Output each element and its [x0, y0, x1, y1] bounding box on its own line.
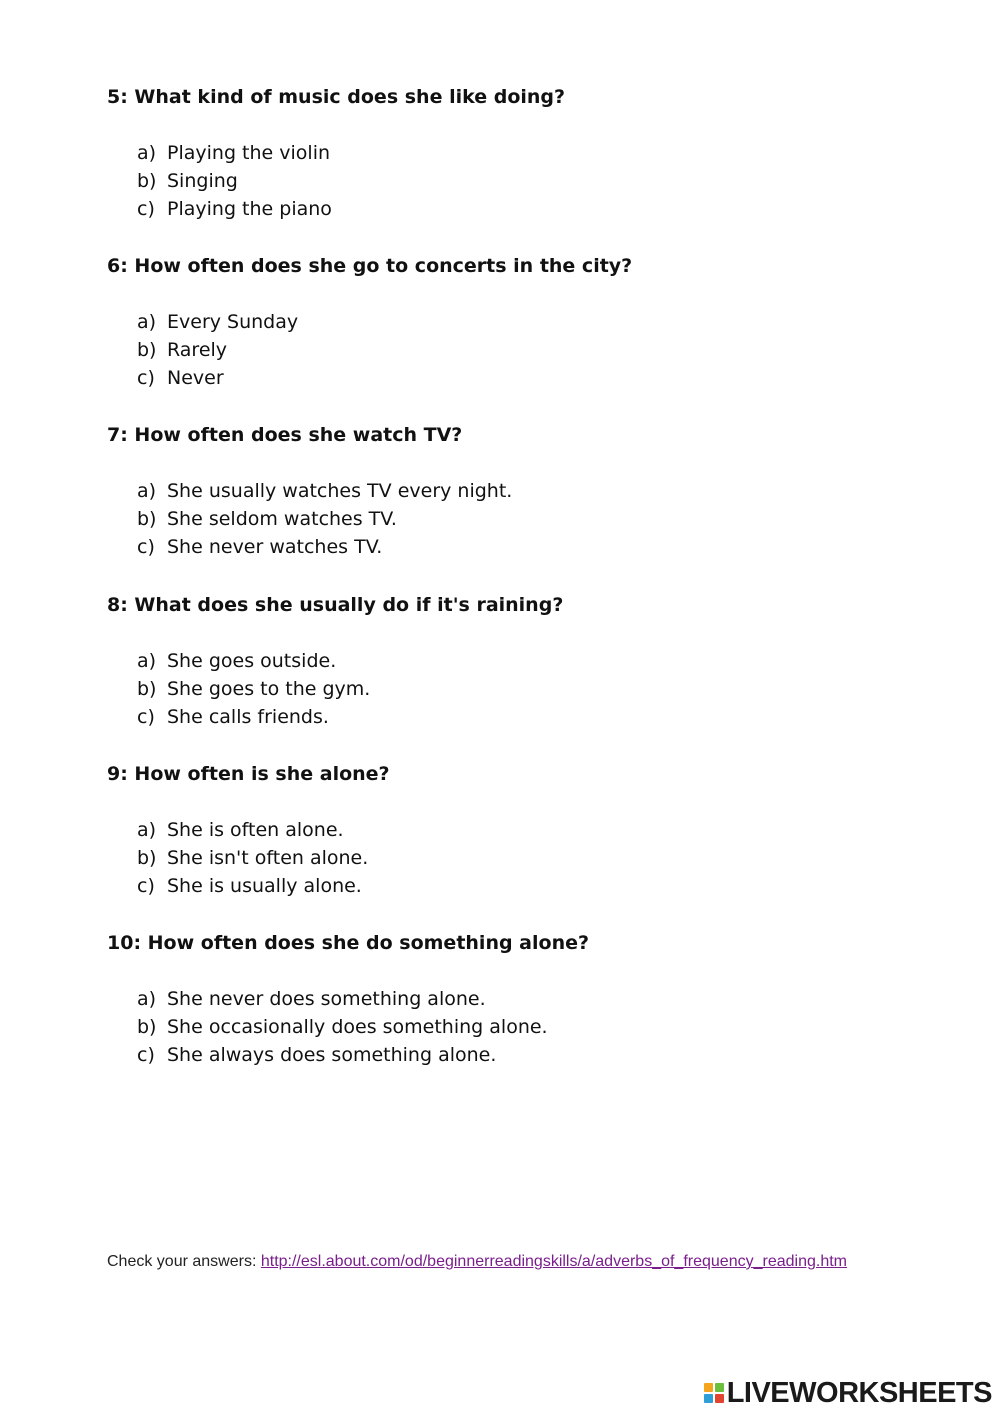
question-title: 10: How often does she do something alone? — [107, 932, 590, 954]
option-a[interactable] — [137, 816, 967, 844]
option-b[interactable] — [137, 1013, 967, 1041]
option-b[interactable] — [137, 675, 967, 703]
logo-square — [704, 1394, 713, 1403]
option-b[interactable] — [137, 336, 967, 364]
option-text: Playing the piano — [167, 198, 332, 220]
option-text: She goes outside. — [167, 650, 337, 672]
logo-square — [715, 1394, 724, 1403]
option-text: Rarely — [167, 339, 228, 361]
answers-link[interactable]: http://esl.about.com/od/beginnerreadingskills/a/adverbs_of_frequency_reading.htm — [260, 1253, 847, 1270]
option-text: She isn't often alone. — [167, 847, 369, 869]
option-list — [137, 308, 967, 392]
option-list — [137, 985, 967, 1069]
option-letter: a) — [137, 650, 157, 672]
question-10 — [107, 931, 967, 1069]
option-letter: c) — [137, 706, 155, 728]
check-answers-line — [107, 1253, 847, 1271]
option-letter: c) — [137, 875, 155, 897]
option-c[interactable] — [137, 533, 967, 561]
option-text: She goes to the gym. — [167, 678, 371, 700]
option-letter: b) — [137, 678, 157, 700]
option-c[interactable] — [137, 872, 967, 900]
option-letter: b) — [137, 170, 157, 192]
option-text: She is usually alone. — [167, 875, 362, 897]
question-7 — [107, 423, 967, 561]
logo-square — [715, 1383, 724, 1392]
option-b[interactable] — [137, 167, 967, 195]
option-b[interactable] — [137, 505, 967, 533]
option-letter: c) — [137, 536, 155, 558]
option-c[interactable] — [137, 1041, 967, 1069]
option-letter: c) — [137, 367, 155, 389]
option-text: Never — [167, 367, 224, 389]
logo-text: LIVEWORKSHEETS — [726, 1376, 992, 1409]
option-letter: a) — [137, 142, 157, 164]
question-9 — [107, 762, 967, 900]
question-8 — [107, 593, 967, 731]
option-letter: a) — [137, 480, 157, 502]
question-title: 8: What does she usually do if it's raining? — [107, 594, 564, 616]
option-text: She seldom watches TV. — [167, 508, 397, 530]
option-a[interactable] — [137, 308, 967, 336]
option-text: Singing — [167, 170, 238, 192]
option-letter: a) — [137, 988, 157, 1010]
check-answers-label: Check your answers: — [107, 1253, 261, 1270]
option-list — [137, 647, 967, 731]
option-c[interactable] — [137, 703, 967, 731]
option-letter: a) — [137, 311, 157, 333]
question-title: 7: How often does she watch TV? — [107, 424, 463, 446]
question-title: 6: How often does she go to concerts in the city? — [107, 255, 633, 277]
option-list — [137, 816, 967, 900]
option-list — [137, 477, 967, 561]
option-letter: b) — [137, 339, 157, 361]
option-text: Every Sunday — [167, 311, 299, 333]
option-c[interactable] — [137, 364, 967, 392]
question-title: 5: What kind of music does she like doing? — [107, 86, 566, 108]
liveworksheets-logo — [704, 1378, 992, 1408]
logo-mark-icon — [704, 1383, 724, 1403]
option-list — [137, 139, 967, 223]
option-text: She always does something alone. — [167, 1044, 497, 1066]
option-text: She calls friends. — [167, 706, 329, 728]
option-text: She usually watches TV every night. — [167, 480, 513, 502]
option-b[interactable] — [137, 844, 967, 872]
option-text: She never watches TV. — [167, 536, 383, 558]
option-c[interactable] — [137, 195, 967, 223]
option-letter: c) — [137, 1044, 155, 1066]
option-letter: c) — [137, 198, 155, 220]
option-letter: b) — [137, 508, 157, 530]
option-a[interactable] — [137, 647, 967, 675]
question-5 — [107, 85, 967, 223]
option-a[interactable] — [137, 477, 967, 505]
question-6 — [107, 254, 967, 392]
option-letter: b) — [137, 847, 157, 869]
option-text: She never does something alone. — [167, 988, 486, 1010]
logo-square — [704, 1383, 713, 1392]
option-text: Playing the violin — [167, 142, 331, 164]
option-a[interactable] — [137, 985, 967, 1013]
option-letter: b) — [137, 1016, 157, 1038]
option-letter: a) — [137, 819, 157, 841]
option-a[interactable] — [137, 139, 967, 167]
question-title: 9: How often is she alone? — [107, 763, 390, 785]
option-text: She is often alone. — [167, 819, 344, 841]
option-text: She occasionally does something alone. — [167, 1016, 548, 1038]
